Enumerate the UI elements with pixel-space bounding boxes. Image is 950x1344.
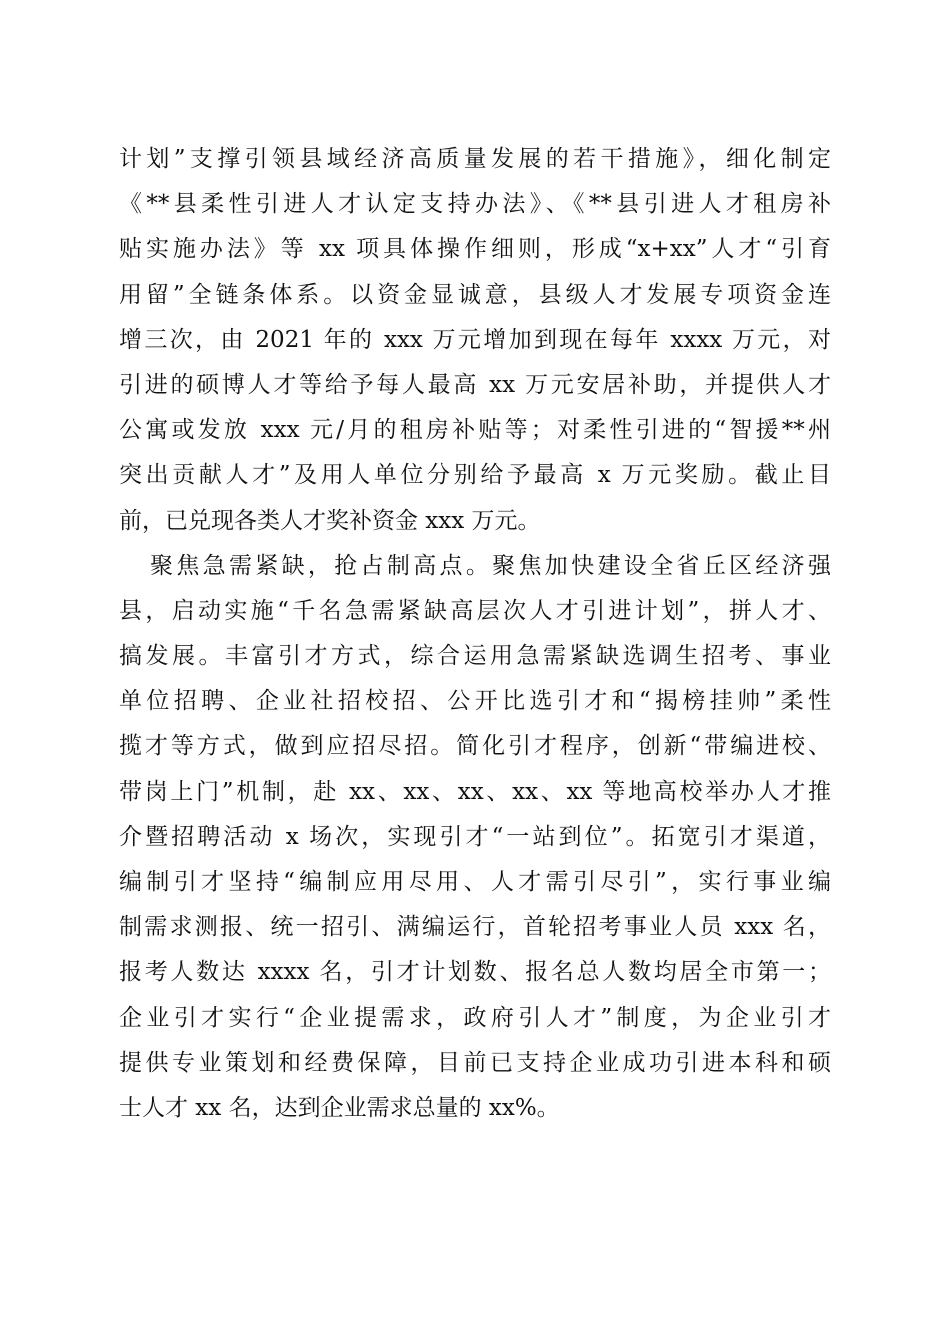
text-line: 前，已兑现各类人才奖补资金 xxx 万元。 bbox=[119, 507, 541, 534]
text-line: 士人才 xx 名，达到企业需求总量的 xx%。 bbox=[119, 1094, 560, 1121]
text-line: 企业引才实行“企业提需求，政府引人才”制度，为企业引才 bbox=[119, 1004, 831, 1031]
document-body bbox=[119, 137, 831, 1131]
text-line: 突出贡献人才”及用人单位分别给予最高 x 万元奖励。截止目 bbox=[119, 462, 831, 489]
text-line: 带岗上门”机制，赴 xx、xx、xx、xx、xx 等地高校举办人才推 bbox=[119, 778, 831, 805]
text-line: 单位招聘、企业社招校招、公开比选引才和“揭榜挂帅”柔性 bbox=[119, 688, 831, 715]
text-line: 报考人数达 xxxx 名，引才计划数、报名总人数均居全市第一； bbox=[119, 959, 831, 986]
text-line: 增三次，由 2021 年的 xxx 万元增加到现在每年 xxxx 万元，对 bbox=[119, 326, 831, 353]
text-line: 制需求测报、统一招引、满编运行，首轮招考事业人员 xxx 名， bbox=[119, 914, 831, 941]
paragraph-urgent-talent bbox=[119, 544, 831, 1131]
paragraph-talent-funding bbox=[119, 137, 831, 544]
text-line: 公寓或发放 xxx 元/月的租房补贴等；对柔性引进的“智援**州 bbox=[119, 417, 831, 444]
text-line: 介暨招聘活动 x 场次，实现引才“一站到位”。拓宽引才渠道， bbox=[119, 823, 831, 850]
text-line: 引进的硕博人才等给予每人最高 xx 万元安居补助，并提供人才 bbox=[119, 371, 831, 398]
text-line: 搞发展。丰富引才方式，综合运用急需紧缺选调生招考、事业 bbox=[119, 643, 831, 670]
text-line: 贴实施办法》等 xx 项具体操作细则，形成“x+xx”人才“引育 bbox=[119, 236, 831, 263]
text-line: 提供专业策划和经费保障，目前已支持企业成功引进本科和硕 bbox=[119, 1049, 831, 1076]
text-line: 揽才等方式，做到应招尽招。简化引才程序，创新“带编进校、 bbox=[119, 733, 831, 760]
text-line: 《**县柔性引进人才认定支持办法》、《**县引进人才租房补 bbox=[119, 191, 831, 218]
text-line: 编制引才坚持“编制应用尽用、人才需引尽引”，实行事业编 bbox=[119, 869, 831, 895]
text-line-indented: 聚焦急需紧缺，抢占制高点。聚焦加快建设全省丘区经济强 bbox=[150, 552, 831, 579]
text-line: 用留”全链条体系。以资金显诚意，县级人才发展专项资金连 bbox=[119, 281, 831, 308]
text-line: 计划”支撑引领县域经济高质量发展的若干措施》，细化制定 bbox=[119, 146, 831, 172]
text-line: 县，启动实施“千名急需紧缺高层次人才引进计划”，拼人才、 bbox=[119, 597, 831, 624]
